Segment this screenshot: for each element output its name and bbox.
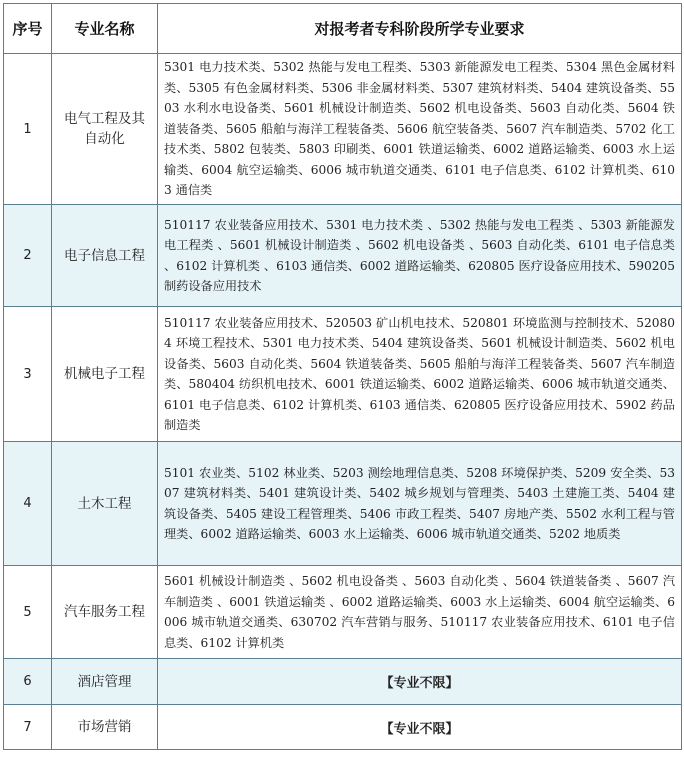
header-major: 专业名称 (52, 4, 158, 54)
row-major: 电气工程及其自动化 (52, 54, 158, 205)
major-requirements-table (3, 3, 682, 750)
table-header-row (4, 4, 682, 54)
header-index: 序号 (4, 4, 52, 54)
row-major: 汽车服务工程 (52, 566, 158, 659)
row-major: 土木工程 (52, 442, 158, 566)
table-row (4, 205, 682, 307)
row-requirement: 5601 机械设计制造类 、5602 机电设备类 、5603 自动化类 、5604 铁道装备类 、5607 汽车制造类 、6001 铁道运输类 、6002 道路运输类、6003 水上运输类、6004 航空运输类、6006 城市轨道交通类、630702 汽车营销与服务、510117 农业装备应用技术、6101 电子信息类、6102 计算机类 (158, 566, 682, 659)
table-row (4, 705, 682, 750)
table-row (4, 54, 682, 205)
table-row (4, 659, 682, 705)
row-index: 1 (4, 54, 52, 205)
table-row (4, 566, 682, 659)
row-index: 3 (4, 307, 52, 442)
row-requirement-unlimited: 【专业不限】 (158, 705, 682, 750)
row-requirement: 5101 农业类、5102 林业类、5203 测绘地理信息类、5208 环境保护类、5209 安全类、5307 建筑材料类、5401 建筑设计类、5402 城乡规划与管理类、5403 土建施工类、5404 建筑设备类、5405 建设工程管理类、5406 市政工程类、5407 房地产类、5502 水利工程与管理类、6002 道路运输类、6003 水上运输类、6006 城市轨道交通类、5202 地质类 (158, 442, 682, 566)
header-requirement: 对报考者专科阶段所学专业要求 (158, 4, 682, 54)
row-index: 5 (4, 566, 52, 659)
row-requirement: 510117 农业装备应用技术、520503 矿山机电技术、520801 环境监测与控制技术、520804 环境工程技术、5301 电力技术类、5404 建筑设备类、5601 机械设计制造类、5602 机电设备类、5603 自动化类、5604 铁道装备类、5605 船舶与海洋工程装备类、5607 汽车制造类、580404 纺织机电技术、6001 铁道运输类、6002 道路运输类、6006 城市轨道交通类、6101 电子信息类、6102 计算机类、6103 通信类、620805 医疗设备应用技术、5902 药品制造类 (158, 307, 682, 442)
row-major: 酒店管理 (52, 659, 158, 705)
row-requirement: 510117 农业装备应用技术、5301 电力技术类 、5302 热能与发电工程类 、5303 新能源发电工程类 、5601 机械设计制造类 、5602 机电设备类 、5603 自动化类、6101 电子信息类 、6102 计算机类 、6103 通信类、6002 道路运输类、620805 医疗设备应用技术、590205 制药设备应用技术 (158, 205, 682, 307)
row-index: 2 (4, 205, 52, 307)
table-row (4, 307, 682, 442)
row-requirement: 5301 电力技术类、5302 热能与发电工程类、5303 新能源发电工程类、5304 黑色金属材料类、5305 有色金属材料类、5306 非金属材料类、5307 建筑材料类、5404 建筑设备类、5503 水利水电设备类、5601 机械设计制造类、5602 机电设备类、5603 自动化类、5604 铁道装备类、5605 船舶与海洋工程装备类、5606 航空装备类、5607 汽车制造类、5702 化工技术类、5802 包装类、5803 印刷类、6001 铁道运输类、6002 道路运输类、6003 水上运输类、6004 航空运输类、6006 城市轨道交通类、6101 电子信息类、6102 计算机类、6103 通信类 (158, 54, 682, 205)
row-index: 6 (4, 659, 52, 705)
row-major: 机械电子工程 (52, 307, 158, 442)
row-index: 4 (4, 442, 52, 566)
row-major: 电子信息工程 (52, 205, 158, 307)
row-requirement-unlimited: 【专业不限】 (158, 659, 682, 705)
row-index: 7 (4, 705, 52, 750)
table-row (4, 442, 682, 566)
row-major: 市场营销 (52, 705, 158, 750)
